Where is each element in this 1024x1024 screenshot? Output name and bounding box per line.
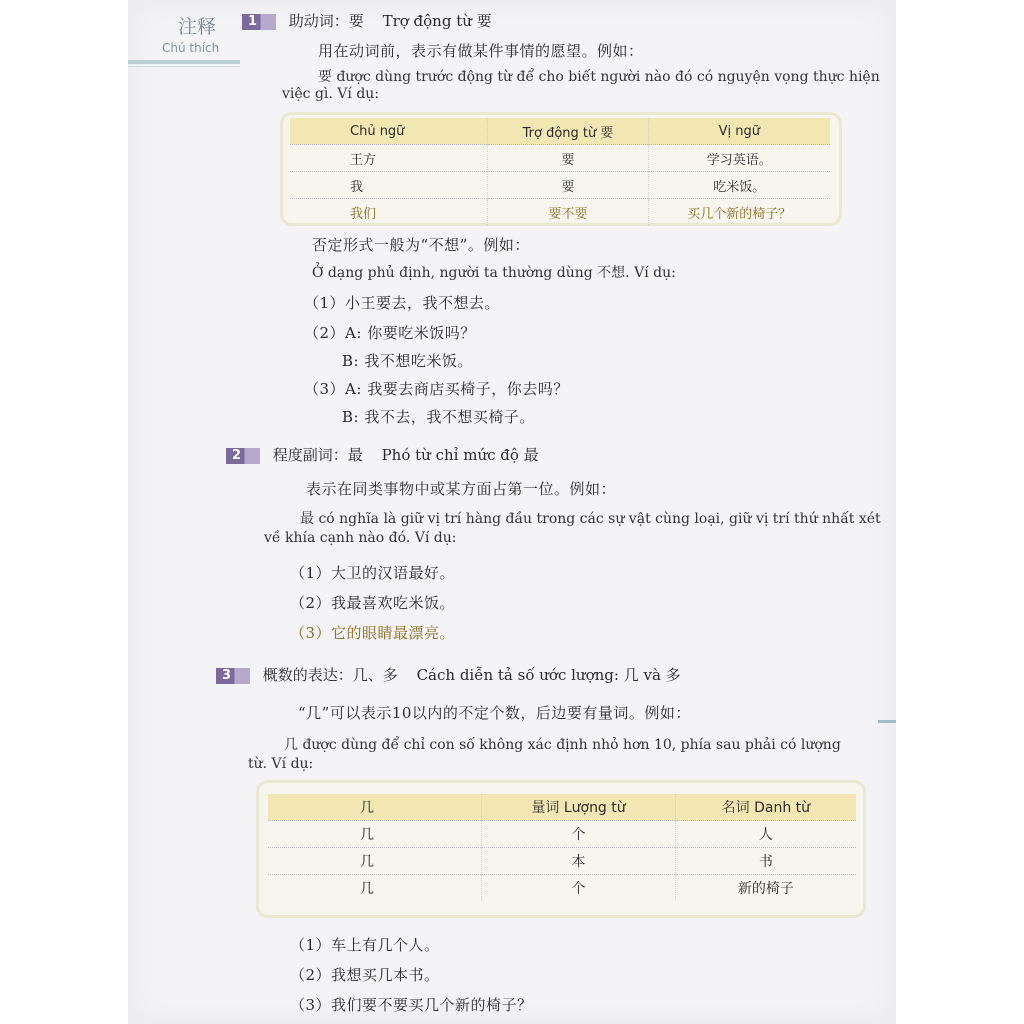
section-1-table [290, 118, 830, 225]
table-header: 名词 Danh từ [675, 794, 856, 821]
table-header: Vị ngữ [648, 118, 830, 145]
section-3-desc-vi-line1: 几 được dùng để chỉ con số không xác định nhỏ hơn 10, phía sau phải có lượng [284, 737, 841, 753]
section-2-desc-vi-line1: 最 có nghĩa là giữ vị trí hàng đầu trong các sự vật cùng loại, giữ vị trí thứ nhất xét [300, 511, 881, 527]
example-line: （3）我们要不要买几个新的椅子？ [290, 996, 533, 1014]
table-row [268, 848, 856, 875]
section-2-heading [226, 444, 539, 465]
example-line: B: 我不去，我不想买椅子。 [342, 408, 535, 426]
example-line: （3）A: 我要去商店买椅子，你去吗？ [304, 380, 569, 398]
section-1-desc-vi-line1: 要 được dùng trước động từ để cho biết người nào đó có nguyện vọng thực hiện [318, 69, 880, 85]
table-row [268, 875, 856, 902]
section-title-zh: 程度副词：最 [272, 446, 363, 464]
table-cell: 几 [268, 848, 482, 875]
side-divider-thin [128, 66, 240, 67]
section-1-desc-zh: 用在动词前，表示有做某件事情的愿望。例如： [318, 42, 644, 60]
example-line: （3）它的眼睛最漂亮。 [290, 624, 456, 642]
table-cell: 我们 [290, 199, 488, 226]
section-number-badge: 1 [242, 14, 276, 30]
table-cell: 几 [268, 821, 482, 848]
table-cell: 吃米饭。 [648, 172, 830, 199]
section-2-desc-zh: 表示在同类事物中或某方面占第一位。例如： [306, 480, 617, 498]
side-label-vi: Chú thích [162, 41, 220, 55]
example-line: （2）我想买几本书。 [290, 966, 440, 984]
table-cell: 本 [482, 848, 675, 875]
section-number-badge: 3 [216, 668, 250, 684]
section-3-heading [216, 664, 681, 685]
section-1-heading [242, 10, 492, 31]
table-cell: 要 [488, 172, 648, 199]
section-title-vi: Cách diễn tả số ước lượng: 几 và 多 [416, 666, 681, 684]
margin-marker [878, 720, 896, 723]
table-cell: 要 [488, 145, 648, 172]
section-3-table [268, 794, 856, 901]
side-divider [128, 60, 240, 64]
section-1-desc-vi-line2: việc gì. Ví dụ: [282, 86, 380, 102]
example-line: （1）大卫的汉语最好。 [290, 564, 456, 582]
section-title-zh: 概数的表达：几、多 [262, 666, 398, 684]
section-2-desc-vi-line2: về khía cạnh nào đó. Ví dụ: [264, 530, 457, 546]
section-3-desc-vi-line2: từ. Ví dụ: [248, 756, 314, 772]
table-cell: 人 [675, 821, 856, 848]
example-line: （2）我最喜欢吃米饭。 [290, 594, 456, 612]
table-row [290, 199, 830, 226]
example-line: （1）车上有几个人。 [290, 936, 440, 954]
side-label [162, 12, 220, 55]
example-line: B: 我不想吃米饭。 [342, 352, 473, 370]
table-header: 量词 Lượng từ [482, 794, 675, 821]
example-line: （2）A: 你要吃米饭吗？ [304, 324, 476, 342]
section-title-zh: 助动词：要 [288, 12, 364, 30]
section-number-badge: 2 [226, 448, 260, 464]
table-cell: 王方 [290, 145, 488, 172]
table-row [290, 145, 830, 172]
table-row [268, 821, 856, 848]
side-label-zh: 注释 [178, 16, 217, 38]
table-header: Chủ ngữ [290, 118, 488, 145]
example-line: （1）小王要去，我不想去。 [304, 294, 501, 312]
negation-desc-zh: 否定形式一般为“不想”。例如： [312, 236, 530, 254]
table-cell: 个 [482, 821, 675, 848]
negation-desc-vi: Ở dạng phủ định, người ta thường dùng 不想. Ví dụ: [312, 265, 676, 281]
section-title-vi: Phó từ chỉ mức độ 最 [381, 446, 539, 464]
section-title-vi: Trợ động từ 要 [382, 12, 492, 30]
table-cell: 学习英语。 [648, 145, 830, 172]
table-cell: 买几个新的椅子？ [648, 199, 830, 226]
table-cell: 几 [268, 875, 482, 902]
section-3-desc-zh: “几”可以表示10以内的不定个数，后边要有量词。例如： [298, 704, 691, 722]
table-cell: 新的椅子 [675, 875, 856, 902]
table-row [290, 172, 830, 199]
table-cell: 要不要 [488, 199, 648, 226]
table-cell: 我 [290, 172, 488, 199]
table-header: Trợ động từ 要 [488, 118, 648, 145]
table-cell: 书 [675, 848, 856, 875]
table-header: 几 [268, 794, 482, 821]
table-cell: 个 [482, 875, 675, 902]
